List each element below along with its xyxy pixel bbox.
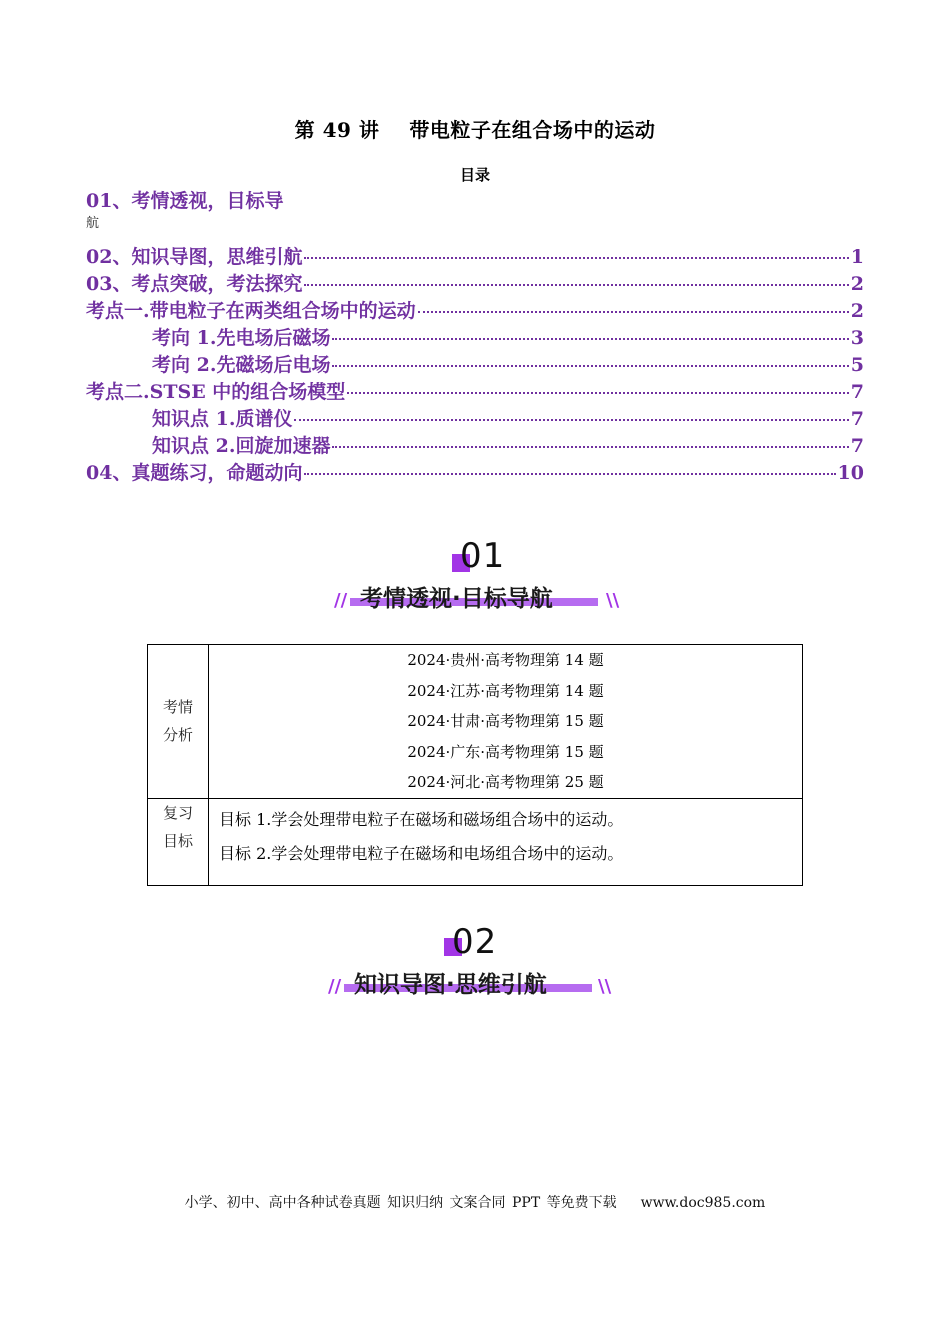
analysis-label-cell: [148, 645, 209, 799]
toc-entry[interactable]: [86, 296, 864, 323]
goal-item: 目标 2.学会处理带电粒子在磁场和电场组合场中的运动。: [219, 843, 624, 863]
toc-entry-01[interactable]: 01、考情透视，目标导: [86, 190, 284, 212]
toc-page-number: 7: [850, 408, 864, 430]
left-slash-decoration: //: [328, 976, 342, 997]
toc-entry[interactable]: [152, 431, 864, 458]
section-badge-01: [0, 536, 950, 612]
toc-page-number: 5: [850, 354, 864, 376]
toc-entry[interactable]: [86, 242, 864, 269]
toc-entry[interactable]: [152, 404, 864, 431]
toc-leader: [304, 472, 835, 475]
toc-entry-label: 考点一.带电粒子在两类组合场中的运动: [86, 300, 416, 322]
right-slash-decoration: \\: [598, 976, 612, 997]
toc-leader: [304, 283, 848, 286]
analysis-label-line-2: 分析: [162, 726, 193, 745]
exam-item: 2024·贵州·高考物理第 14 题: [407, 651, 604, 669]
toc-leader: [332, 364, 848, 367]
toc-entry[interactable]: [152, 323, 864, 350]
goal-list-cell: [209, 798, 803, 885]
toc-page-number: 3: [850, 327, 864, 349]
section-badge-02: [0, 922, 950, 998]
page-title: [0, 114, 950, 143]
toc-entry-label: 03、考点突破，考法探究: [86, 273, 303, 295]
toc-heading: 目录: [459, 166, 490, 184]
toc-entry-01-wrap: 航: [86, 216, 100, 231]
footer-text: 小学、初中、高中各种试卷真题 知识归纳 文案合同 PPT 等免费下载: [184, 1195, 617, 1211]
right-slash-decoration: \\: [606, 590, 620, 611]
goal-label-cell: [148, 798, 209, 885]
toc-entry-label: 考向 1.先电场后磁场: [152, 327, 331, 349]
goal-label-line-1: 复习: [162, 803, 193, 822]
toc-entry-label: 04、真题练习，命题动向: [86, 462, 303, 484]
toc-entry-label: 考点二.STSE 中的组合场模型: [86, 381, 346, 403]
exam-item: 2024·河北·高考物理第 25 题: [407, 773, 604, 792]
toc-entry-label: 考向 2.先磁场后电场: [152, 354, 331, 376]
toc-page-number: 7: [850, 381, 864, 403]
toc-entry[interactable]: [86, 269, 864, 296]
section-title: 考情透视·目标导航: [360, 586, 553, 612]
toc-entry[interactable]: [86, 458, 864, 485]
page-footer: [0, 1192, 950, 1212]
toc-leader: [347, 391, 848, 394]
toc-page-number: 7: [850, 435, 864, 457]
exam-list-cell: [209, 645, 803, 799]
goal-label-line-2: 目标: [162, 831, 193, 850]
section-number: 01: [460, 536, 506, 576]
lecture-number: 第 49 讲: [294, 118, 380, 142]
left-slash-decoration: //: [334, 590, 348, 611]
toc-page-number: 1: [850, 246, 864, 268]
toc-page-number: 10: [837, 462, 864, 484]
toc-entry-label: 知识点 1.质谱仪: [152, 408, 293, 430]
toc-entry-label: 02、知识导图，思维引航: [86, 246, 303, 268]
exam-item: 2024·江苏·高考物理第 14 题: [407, 681, 604, 700]
toc-leader: [332, 337, 848, 340]
toc-leader: [294, 418, 848, 421]
toc-page-number: 2: [850, 300, 864, 322]
toc-leader: [418, 310, 849, 313]
exam-analysis-table: [147, 644, 803, 886]
toc-entry[interactable]: [86, 377, 864, 404]
analysis-label-line-1: 考情: [162, 698, 193, 717]
exam-item: 2024·广东·高考物理第 15 题: [407, 742, 604, 761]
exam-item: 2024·甘肃·高考物理第 15 题: [407, 712, 604, 731]
toc-page-number: 2: [850, 273, 864, 295]
toc-leader: [332, 445, 848, 448]
goal-item: 目标 1.学会处理带电粒子在磁场和磁场组合场中的运动。: [219, 809, 624, 829]
toc-entry[interactable]: [152, 350, 864, 377]
toc-leader: [304, 256, 848, 259]
toc-entry-label: 知识点 2.回旋加速器: [152, 435, 331, 457]
section-title: 知识导图·思维引航: [354, 972, 547, 998]
footer-site-link[interactable]: www.doc985.com: [640, 1195, 766, 1211]
section-number: 02: [452, 922, 498, 962]
lecture-title: 带电粒子在组合场中的运动: [409, 118, 656, 142]
